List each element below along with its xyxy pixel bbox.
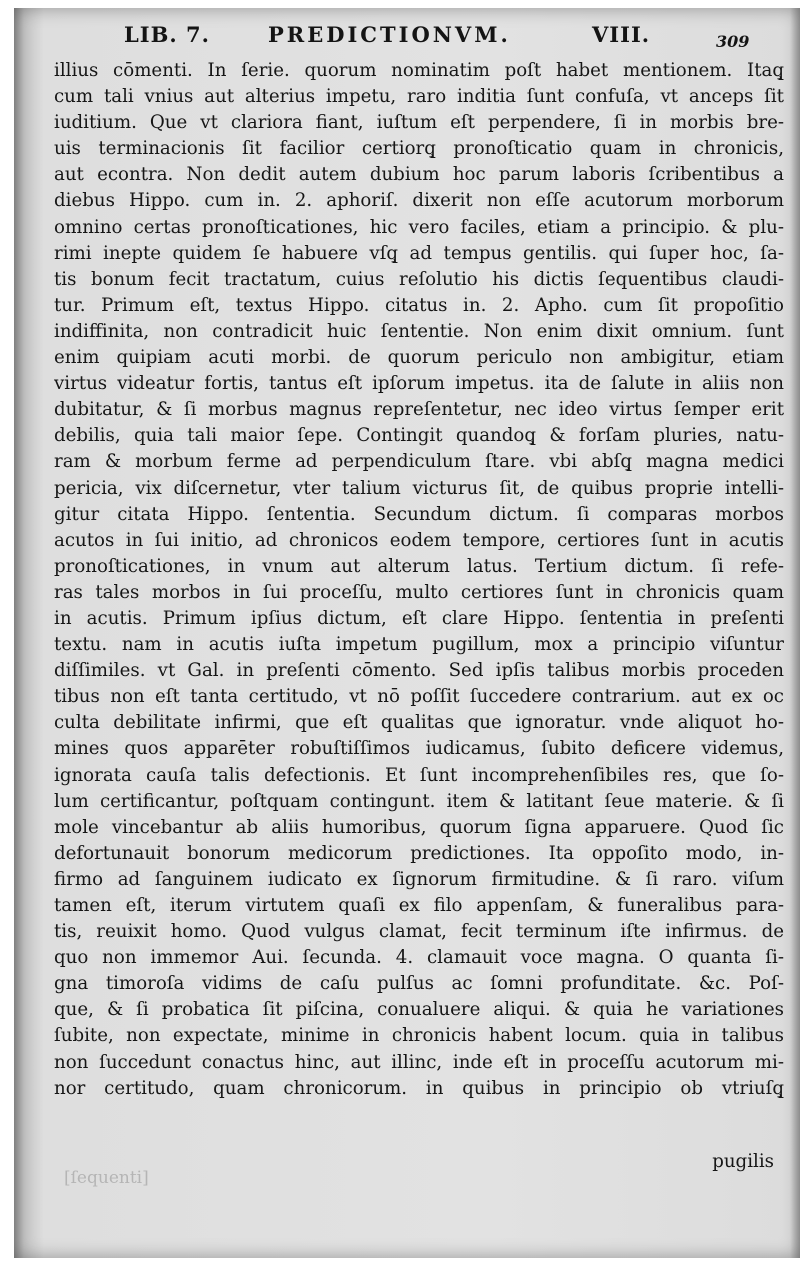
text-line: virtus videatur fortis, tantus eſt ipſorum impetus. ita de ſalute in aliis non (54, 373, 784, 395)
text-line: que, & ſi probatica ſit piſcina, conualuere aliqui. & quia he variationes (54, 999, 784, 1021)
text-line: rimi inepte quidem ſe habuere vſq̧ ad tempus gentilis. qui ſuper hoc, ſa- (54, 242, 784, 264)
running-head-book: LIB. 7. (124, 22, 210, 47)
text-line: ſubite, non expectate, minime in chronicis habent locum. quia in talibus (54, 1025, 784, 1047)
text-line: tibus non eſt tanta certitudo, vt nō poſſit ſuccedere contrarium. aut ex oc (54, 686, 784, 708)
text-line: ras tales morbos in ſui proceſſu, multo certiores ſunt in chronicis quam (54, 581, 784, 603)
text-line: omnino certas pronoſticationes, hic vero faciles, etiam a principio. & plu- (54, 216, 784, 238)
text-line: diſſimiles. vt Gal. in preſenti cōmento. Sed ipſis talibus morbis proceden (54, 660, 784, 682)
faint-show-through-text: [ſequenti] (64, 1168, 149, 1188)
running-head-chapter: VIII. (592, 22, 651, 47)
text-line: pronoſticationes, in vnum aut alterum latus. Tertium dictum. ſi refe- (54, 555, 784, 577)
running-head-title: PREDICTIONVM. (268, 22, 511, 47)
text-line: lum certificantur, poſtquam contingunt. item & latitant ſeue materie. & ſi (54, 790, 784, 812)
text-line: pericia, vix diſcernetur, vter talium victurus ſit, de quibus proprie intelli- (54, 477, 784, 499)
paper-sheet (14, 8, 800, 1258)
text-line: illius cōmenti. In ſerie. quorum nominatim poſt habet mentionem. Itaq̧ (54, 60, 784, 81)
text-line: aut econtra. Non dedit autem dubium hoc parum laboris ſcribentibus a (54, 164, 784, 186)
text-line: acutos in ſui initio, ad chronicos eodem tempore, certiores ſunt in acutis (54, 529, 784, 551)
catchword: pugilis (712, 1151, 774, 1172)
text-line: in acutis. Primum ipſius dictum, eſt clare Hippo. ſententia in preſenti (54, 607, 784, 629)
text-line: quo non immemor Aui. ſecunda. 4. clamauit voce magna. O quanta ſi- (54, 947, 784, 969)
text-line: enim quipiam acuti morbi. de quorum periculo non ambigitur, etiam (54, 347, 784, 369)
text-line: tur. Primum eſt, textus Hippo. citatus in. 2. Apho. cum ſit propoſitio (54, 294, 784, 316)
text-line: culta debilitate infirmi, que eſt qualitas que ignoratur. vnde aliquot ho- (54, 712, 784, 734)
text-line: defortunauit bonorum medicorum predictiones. Ita oppoſito modo, in- (54, 842, 784, 864)
text-line: tis bonum fecit tractatum, cuius reſolutio his dictis ſequentibus claudi- (54, 268, 784, 290)
text-line: diebus Hippo. cum in. 2. aphoriſ. dixerit non eſſe acutorum morborum (54, 190, 784, 212)
text-line: ram & morbum ferme ad perpendiculum ſtare. vbi abſq̧ magna medici (54, 451, 784, 473)
text-line: non ſuccedunt conactus hinc, aut illinc, inde eſt in proceſſu acutorum mi- (54, 1051, 784, 1073)
text-line: tis, reuixit homo. Quod vulgus clamat, fecit terminum iſte infirmus. de (54, 921, 784, 943)
text-line: uis terminacionis ſit facilior certiorq̧ pronoſticatio quam in chronicis, (54, 138, 784, 160)
text-line: textu. nam in acutis iuſta impetum pugillum, mox a principio viſuntur (54, 634, 784, 656)
folio-number: 309 (716, 32, 750, 51)
page-edge-shadow (790, 8, 800, 1258)
text-line: iuditium. Que vt clariora fiant, iuſtum eſt perpendere, ſi in morbis bre- (54, 112, 784, 134)
text-line: mines quos apparēter robuſtiſſimos iudicamus, ſubito deficere videmus, (54, 738, 784, 760)
text-line: indiffinita, non contradicit huic ſententie. Non enim dixit omnium. ſunt (54, 320, 784, 342)
main-text-block (54, 58, 784, 1102)
running-head (14, 18, 800, 50)
text-line: gitur citata Hippo. ſententia. Secundum dictum. ſi comparas morbos (54, 503, 784, 525)
text-line: firmo ad ſanguinem iudicato ex ſignorum firmitudine. & ſi raro. viſum (54, 868, 784, 890)
text-line: nor certitudo, quam chronicorum. in quibus in principio ob vtriuſq̧ (54, 1077, 784, 1099)
text-line: mole vincebantur ab aliis humoribus, quorum ſigna apparuere. Quod ſic (54, 816, 784, 838)
text-line: ignorata cauſa talis defectionis. Et ſunt incomprehenſibiles res, que ſo- (54, 764, 784, 786)
text-line: dubitatur, & ſi morbus magnus repreſentetur, nec ideo virtus ſemper erit (54, 399, 784, 421)
text-line: gna timoroſa vidims de caſu pulſus ac ſomni profunditate. &c. Poſ- (54, 973, 784, 995)
text-line: cum tali vnius aut alterius impetu, raro inditia ſunt confuſa, vt anceps ſit (54, 86, 784, 108)
text-line: debilis, quia tali maior ſepe. Contingit quandoq̧ & forſam pluries, natu- (54, 425, 784, 447)
text-line: tamen eſt, iterum virtutem quaſi ex filo appenſam, & funeralibus para- (54, 895, 784, 916)
